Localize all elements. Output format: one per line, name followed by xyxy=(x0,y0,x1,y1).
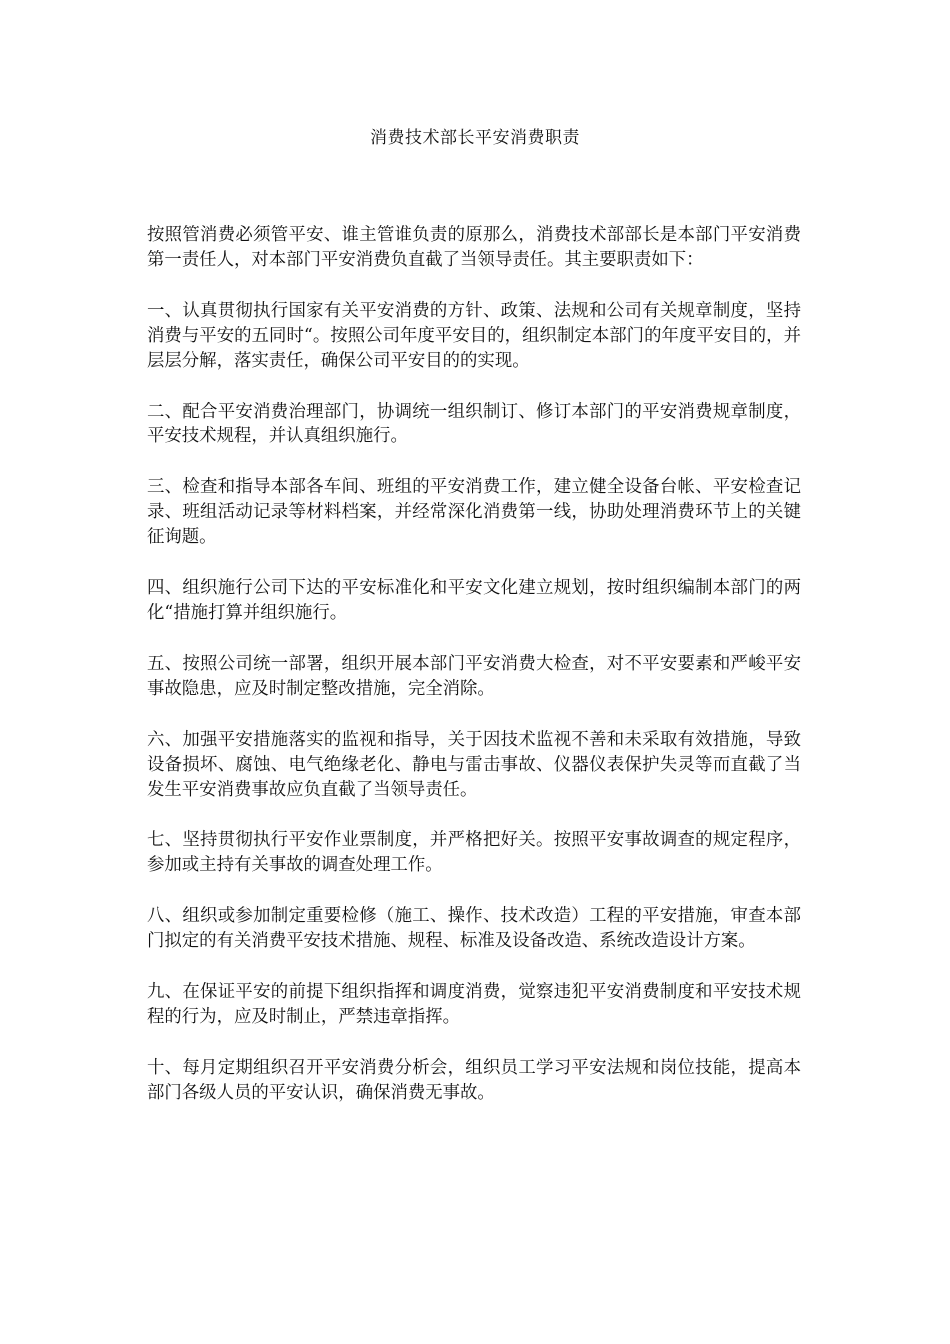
duty-paragraph-5: 五、按照公司统一部署，组织开展本部门平安消费大检查，对不平安要素和严峻平安事故隐患，应及时制定整改措施，完全消除。 xyxy=(147,653,801,699)
duty-paragraph-4: 四、组织施行公司下达的平安标准化和平安文化建立规划，按时组织编制本部门的两化“措施打算并组织施行。 xyxy=(147,578,801,623)
duty-paragraph-9: 九、在保证平安的前提下组织指挥和调度消费，觉察违犯平安消费制度和平安技术规程的行为，应及时制止，严禁违章指挥。 xyxy=(147,982,801,1027)
duty-paragraph-2: 二、配合平安消费治理部门，协调统一组织制订、修订本部门的平安消费规章制度，平安技术规程，并认真组织施行。 xyxy=(147,401,801,447)
duty-paragraph-3: 三、检查和指导本部各车间、班组的平安消费工作，建立健全设备台帐、平安检查记录、班组活动记录等材料档案，并经常深化消费第一线，协助处理消费环节上的关键征询题。 xyxy=(147,477,801,548)
duty-paragraph-10: 十、每月定期组织召开平安消费分析会，组织员工学习平安法规和岗位技能，提高本部门各级人员的平安认识，确保消费无事故。 xyxy=(147,1057,801,1103)
document-body xyxy=(147,223,801,1132)
duty-paragraph-7: 七、坚持贯彻执行平安作业票制度，并严格把好关。按照平安事故调查的规定程序，参加或主持有关事故的调查处理工作。 xyxy=(147,830,801,876)
intro-paragraph: 按照管消费必须管平安、谁主管谁负责的原那么，消费技术部部长是本部门平安消费第一责任人，对本部门平安消费负直截了当领导责任。其主要职责如下： xyxy=(147,225,801,270)
duty-paragraph-8: 八、组织或参加制定重要检修（施工、操作、技术改造）工程的平安措施，审查本部门拟定的有关消费平安技术措施、规程、标准及设备改造、系统改造设计方案。 xyxy=(147,906,801,952)
document-title: 消费技术部长平安消费职责 xyxy=(370,128,580,148)
duty-paragraph-6: 六、加强平安措施落实的监视和指导，关于因技术监视不善和未采取有效措施，导致设备损坏、腐蚀、电气绝缘老化、静电与雷击事故、仪器仪表保护失灵等而直截了当发生平安消费事故应负直截了当领导责任。 xyxy=(147,729,801,800)
duty-paragraph-1: 一、认真贯彻执行国家有关平安消费的方针、政策、法规和公司有关规章制度，坚持消费与平安的五同时“。按照公司年度平安目的，组织制定本部门的年度平安目的，并层层分解，落实责任，确保公司平安目的的实现。 xyxy=(147,300,801,371)
